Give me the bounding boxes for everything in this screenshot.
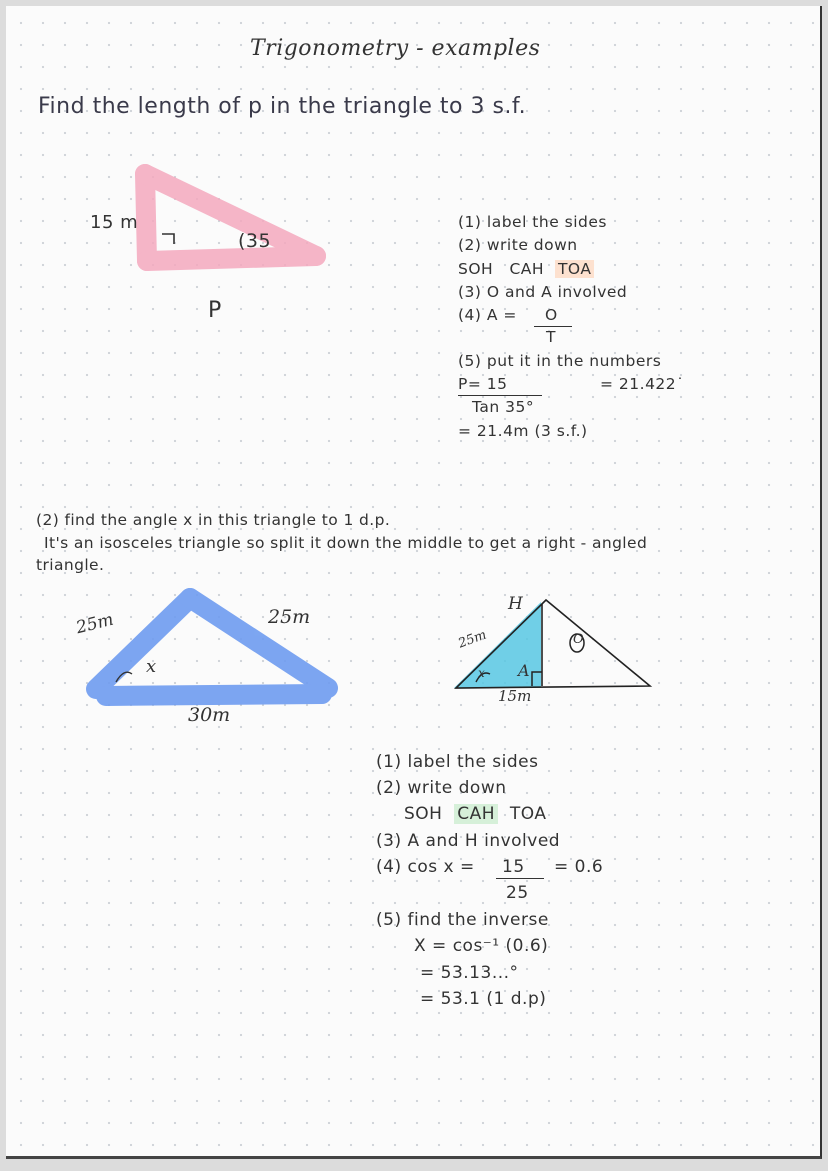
- q1-toa-highlighted: TOA: [555, 260, 595, 278]
- q2-step4-numerator: 15: [502, 857, 525, 877]
- q1-step1: (1) label the sides: [458, 213, 607, 231]
- q2-step4-result: = 0.6: [554, 857, 604, 877]
- q1-side-label: 15 m: [90, 212, 139, 233]
- q1-right-angle-mark: [162, 234, 174, 244]
- q1-soh: SOH: [458, 260, 494, 278]
- q1-step5: (5) put it in the numbers: [458, 352, 662, 370]
- q1-calc-fraction-bar: [458, 395, 542, 396]
- q2-step3: (3) A and H involved: [376, 831, 561, 851]
- q2-base-label: 30m: [188, 704, 231, 726]
- q2-hyp-label: H: [508, 594, 523, 614]
- q1-cah: CAH: [509, 260, 545, 278]
- q2-step4-denominator: 25: [506, 883, 529, 903]
- q1-hypotenuse: [145, 174, 316, 256]
- q1-sohcahtoa: [458, 260, 594, 278]
- q1-unknown-label: P: [208, 298, 222, 323]
- q1-triangle: [145, 174, 316, 261]
- q1-step2: (2) write down: [458, 236, 578, 254]
- q2-hyp-length-label: 25m: [456, 627, 489, 652]
- q2-step2: (2) write down: [376, 778, 507, 798]
- q2-right-angle-x-label: x: [478, 666, 485, 680]
- q2-adj-label: A: [518, 661, 530, 680]
- q1-vertical-side: [145, 174, 147, 261]
- q1-angle-label: (35: [238, 230, 272, 252]
- q2-result-full: = 53.13...°: [420, 963, 519, 983]
- question2-line2: It's an isosceles triangle so split it down the middle to get a right - angled: [44, 534, 648, 552]
- q1-horizontal-side: [147, 256, 316, 261]
- question2-line1: (2) find the angle x in this triangle to 1 d.p.: [36, 511, 391, 529]
- question1-prompt: Find the length of p in the triangle to 3 s.f.: [38, 94, 527, 119]
- q2-step4-prefix: (4) cos x =: [376, 857, 475, 877]
- q2-angle-label: x: [146, 656, 157, 677]
- q2-step5: (5) find the inverse: [376, 910, 549, 930]
- q1-step4-denominator: T: [546, 328, 556, 346]
- q2-base15-label: 15m: [498, 687, 532, 705]
- q2-left-side-label: 25m: [74, 609, 116, 639]
- q1-step3: (3) O and A involved: [458, 283, 628, 301]
- q1-calc-result: = 21.422˙: [600, 375, 685, 393]
- q2-result-rounded: = 53.1 (1 d.p): [420, 989, 547, 1009]
- q2-opp-label: O: [573, 632, 584, 647]
- q1-calc-numerator: P= 15: [458, 375, 508, 393]
- notebook-page: [6, 6, 822, 1159]
- q1-step4-prefix: (4) A =: [458, 306, 517, 324]
- q2-sohcahtoa: [404, 804, 547, 824]
- q2-right-side-label: 25m: [268, 606, 311, 628]
- q2-step4-fraction-bar: [496, 878, 544, 879]
- q2-base: [106, 694, 322, 696]
- q2-cah-highlighted: CAH: [454, 804, 498, 824]
- q1-answer: = 21.4m (3 s.f.): [458, 422, 588, 440]
- q2-inverse: X = cos⁻¹ (0.6): [414, 936, 549, 956]
- q1-calc-denominator: Tan 35°: [472, 398, 535, 416]
- page-title: Trigonometry - examples: [250, 36, 541, 61]
- question2-line3: triangle.: [36, 556, 105, 574]
- diagrams-layer: [6, 6, 820, 1156]
- q2-soh: SOH: [404, 804, 443, 824]
- q1-step4-numerator: O: [545, 306, 558, 324]
- q2-step1: (1) label the sides: [376, 752, 539, 772]
- q2-toa: TOA: [509, 804, 547, 824]
- q1-step4-fraction-bar: [534, 326, 572, 327]
